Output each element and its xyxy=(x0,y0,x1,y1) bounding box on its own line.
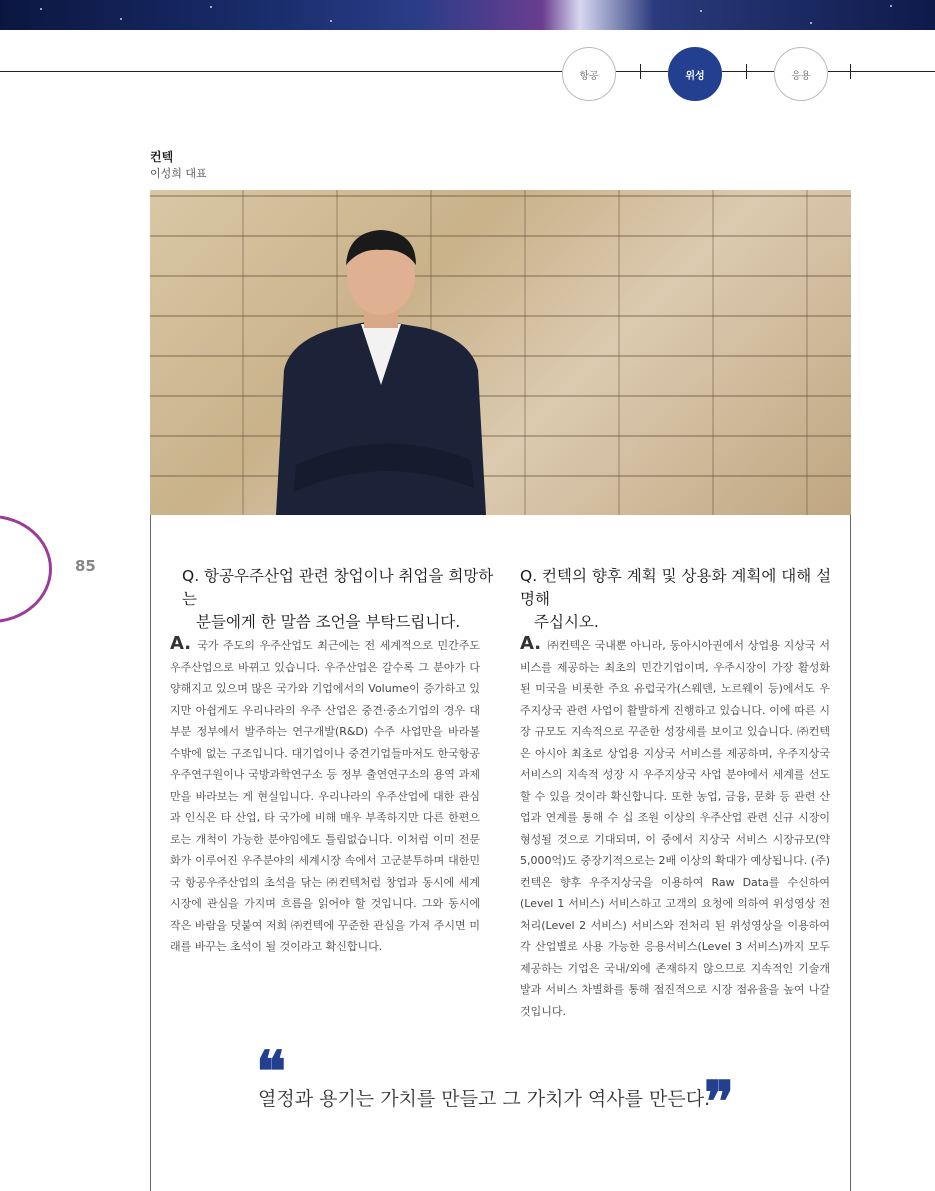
nav-tick xyxy=(746,64,747,79)
nav-line xyxy=(0,71,562,72)
answer-left xyxy=(170,633,480,958)
question-left-line-1: Q. 항공우주산업 관련 창업이나 취업을 희망하는 xyxy=(182,567,494,608)
question-right-line-2: 주십시오. xyxy=(534,613,599,631)
answer-left-text: 국가 주도의 우주산업도 최근에는 전 세계적으로 민간주도 우주산업으로 바뀌고 있습니다. 우주산업은 갈수록 그 분야가 다양해지고 있으며 많은 국가와 기업에서의 Volume이 증가하고 있지만 아쉽게도 우리나라의 우주 산업은 중견·중소기업의 경우 대부분 정부에서 발주하는 연구개발(R&D) 수주 사업만을 바라볼 수밖에 없는 구조입니다. 대기업이나 중견기업들마저도 한국항공우주연구원이나 국방과학연구소 등 정부 출연연구소의 용역 과제만을 바라보는 게 현실입니다. 우리나라의 우주산업에 대한 관심과 인식은 타 산업, 타 국가에 비해 매우 부족하지만 다른 한편으로는 개척이 가능한 분야임에도 틀림없습니다. 이처럼 이미 전문화가 이루어진 우주분야의 세계시장 속에서 고군분투하며 대한민국 항공우주산업의 초석을 닦는 ㈜컨텍처럼 창업과 동시에 세계시장에 관심을 가지며 흐름을 읽어야 할 것입니다. 그와 동시에 작은 바람을 덧붙여 저희 ㈜컨텍에 꾸준한 관심을 가져 주시면 미래를 바꾸는 초석이 될 것이라고 확신합니다. xyxy=(170,639,480,953)
close-quote-icon: ❞ xyxy=(704,1069,735,1135)
nav-line xyxy=(722,71,774,72)
question-left xyxy=(182,565,502,634)
question-left-line-2: 분들에게 한 말씀 조언을 부탁드립니다. xyxy=(196,613,461,631)
answer-right xyxy=(520,633,830,1022)
question-right xyxy=(520,565,840,634)
nav-tab-application[interactable]: 응용 xyxy=(774,47,828,101)
answer-mark: A. xyxy=(170,633,192,654)
portrait-photo xyxy=(150,190,851,515)
nav-tab-satellite[interactable]: 위성 xyxy=(668,47,722,101)
company-name: 컨텍 xyxy=(150,150,174,164)
nav-tick xyxy=(640,64,641,79)
page-decoration-arc xyxy=(0,515,52,623)
answer-right-text: ㈜컨텍은 국내뿐 아니라, 동아시아권에서 상업용 지상국 서비스를 제공하는 최초의 민간기업이며, 우주시장이 가장 활성화된 미국을 비롯한 주요 유럽국가(스웨덴, 노르웨이 등)에서도 우주지상국 관련 사업이 활발하게 진행하고 있습니다. 이에 따른 시장 규모도 지속적으로 꾸준한 성장세를 보이고 있습니다. ㈜컨텍은 아시아 최초로 상업용 지상국 서비스를 제공하며, 우주지상국 서비스의 지속적 성장 시 우주지상국 사업 분야에서 세계를 선도할 수 있을 것이라 확신합니다. 또한 농업, 금융, 문화 등 관련 산업과 연계를 통해 수 십 조원 이상의 우주산업 관련 신규 시장이 형성될 것으로 기대되며, 이 중에서 지상국 서비스 시장규모(약 5,000억)도 중장기적으로는 2배 이상의 확대가 예상됩니다. (주)컨텍은 향후 우주지상국을 이용하여 Raw Data를 수신하여(Level 1 서비스) 서비스하고 고객의 요청에 의하여 위성영상 전처리(Level 2 서비스) 서비스와 전처리 된 위성영상을 이용하여 각 산업별로 사용 가능한 응용서비스(Level 3 서비스)까지 모두 제공하는 기업은 국내/외에 존재하지 않으므로 지속적인 기술개발과 서비스 차별화를 통해 점진적으로 시장 점유율을 높여 나갈 것입니다. xyxy=(520,639,830,1018)
page-number: 85 xyxy=(75,557,96,575)
question-right-line-1: Q. 컨텍의 향후 계획 및 상용화 계획에 대해 설명해 xyxy=(520,567,832,608)
top-banner-image xyxy=(0,0,935,30)
answer-mark: A. xyxy=(520,633,542,654)
nav-line xyxy=(828,71,935,72)
person-name: 이성희 대표 xyxy=(150,167,207,180)
person-figure xyxy=(276,220,486,515)
nav-tab-aviation[interactable]: 항공 xyxy=(562,47,616,101)
nav-tick xyxy=(850,64,851,79)
nav-line xyxy=(616,71,668,72)
pull-quote: 열정과 용기는 가치를 만들고 그 가치가 역사를 만든다. xyxy=(258,1088,711,1110)
open-quote-icon: ❝ xyxy=(256,1039,287,1105)
